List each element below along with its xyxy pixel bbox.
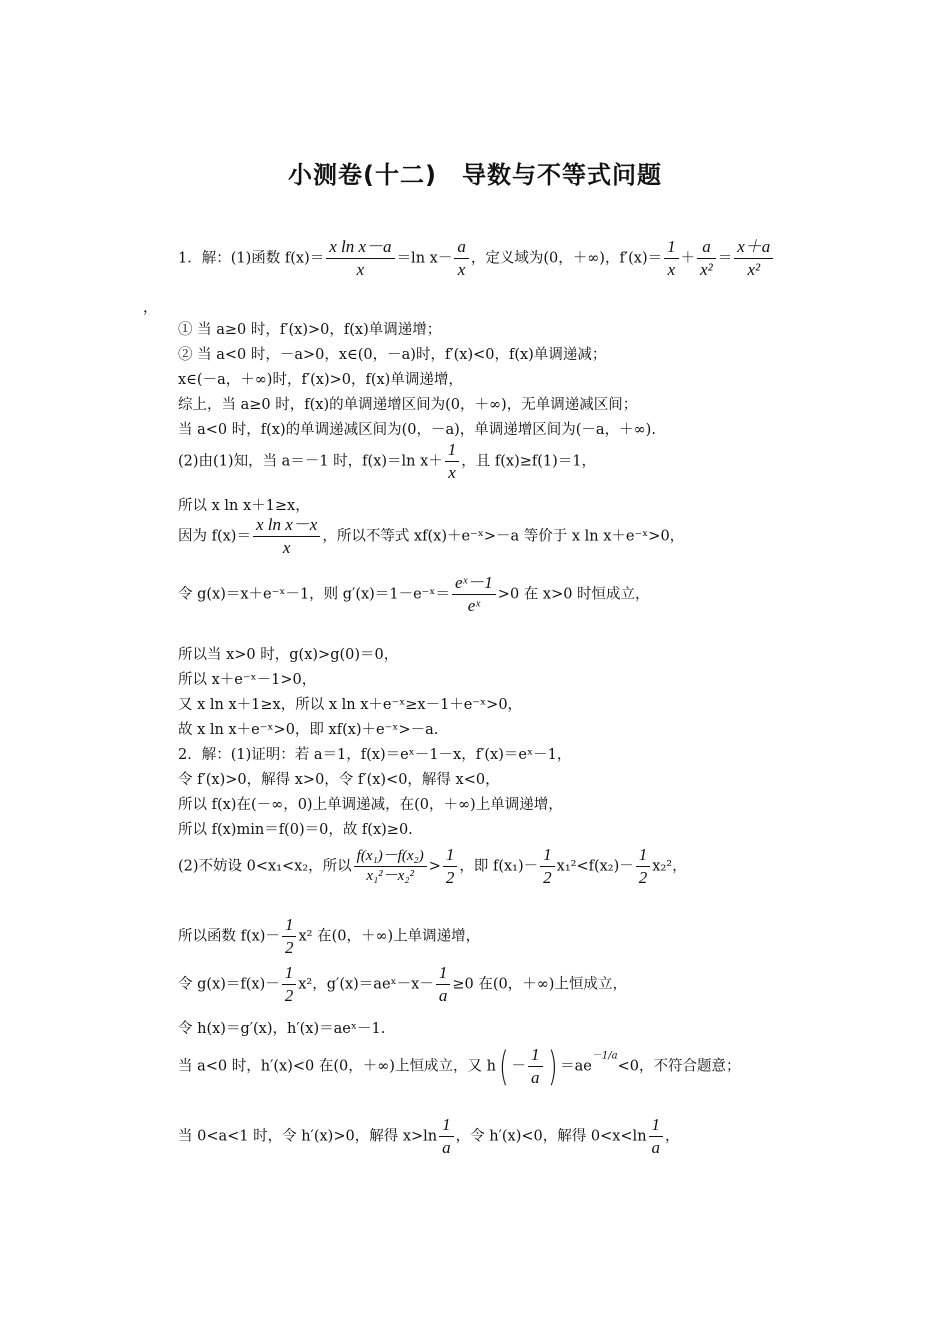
numerator: 1: [636, 845, 651, 867]
p1-line-8: 所以 x ln x＋1≥x，: [178, 498, 310, 514]
numerator: 1: [445, 440, 460, 462]
denominator: a: [531, 1068, 540, 1087]
text: >0 在 x>0 时恒成立，: [497, 586, 650, 603]
p1-line-1: [178, 237, 775, 280]
text: 所以函数 f(x)－: [178, 928, 280, 945]
numerator: a: [454, 237, 469, 259]
fraction: [445, 440, 460, 483]
denominator: a: [651, 1138, 661, 1157]
text: 当 a<0 时，h′(x)<0 在(0，＋∞)上恒成立，又 h: [178, 1058, 496, 1075]
fraction: [452, 573, 496, 616]
p2-line-3: 所以 f(x)在(－∞，0)上单调递减，在(0，＋∞)上单调递增，: [178, 797, 563, 813]
numerator: 1: [540, 845, 555, 867]
p2-line-10: [178, 1115, 680, 1158]
p1-line-10: [178, 573, 650, 616]
minus-sign: －: [511, 1058, 527, 1075]
numerator: 1: [282, 915, 297, 937]
denominator: x₁²－x₂²: [366, 868, 415, 884]
orphan-comma: ，: [143, 300, 158, 316]
p2-line-5: [178, 845, 687, 888]
p1-line-3: ② 当 a<0 时，－a>0，x∈(0，－a)时，f′(x)<0，f(x)单调递减；: [178, 347, 607, 363]
text: (2)由(1)知，当 a＝－1 时，f(x)＝ln x＋: [178, 453, 443, 470]
fraction: [540, 845, 555, 888]
text: (2)不妨设 0<x₁<x₂，所以: [178, 858, 352, 875]
right-paren: ): [547, 1043, 558, 1090]
p2-line-7: [178, 963, 627, 1006]
p1-line-4: x∈(－a，＋∞)时，f′(x)>0，f(x)单调递增，: [178, 372, 463, 388]
denominator: eˣ: [467, 596, 481, 615]
numerator: 1: [439, 1115, 454, 1137]
fraction: [439, 1115, 454, 1158]
fraction: [454, 237, 469, 280]
denominator: 2: [284, 986, 294, 1005]
text: 因为 f(x)＝: [178, 528, 251, 545]
text: ，令 h′(x)<0，解得 0<x<ln: [455, 1128, 647, 1145]
fraction: [649, 1115, 664, 1158]
denominator: 2: [445, 868, 455, 887]
p1-intro-b: ＝ln x－: [396, 250, 453, 267]
p1-line-9: [178, 515, 684, 558]
denominator: x: [457, 260, 466, 279]
denominator: 2: [543, 868, 552, 887]
p2-line-9: [178, 1045, 740, 1088]
numerator: 1: [282, 963, 297, 985]
fraction: [282, 963, 297, 1006]
text: ，且 f(x)≥f(1)＝1，: [461, 453, 597, 470]
page-title: 小测卷(十二) 导数与不等式问题: [288, 161, 662, 189]
numerator: x ln x－a: [326, 237, 394, 259]
text: ，所以不等式 xf(x)＋e⁻ˣ>－a 等价于 x ln x＋e⁻ˣ>0，: [322, 528, 685, 545]
text: x₁²<f(x₂)－: [556, 858, 634, 875]
numerator: x ln x－x: [253, 515, 320, 537]
plus-sign: ＋: [680, 250, 696, 267]
text: ，即 f(x₁)－: [459, 858, 539, 875]
fraction: [282, 915, 297, 958]
fraction: [436, 963, 451, 1006]
p2-line-2: 令 f′(x)>0，解得 x>0，令 f′(x)<0，解得 x<0，: [178, 772, 500, 788]
fraction: [354, 848, 427, 885]
equals-sign: ＝: [717, 250, 733, 267]
denominator: 2: [284, 938, 294, 957]
fraction: [443, 845, 458, 888]
p1-line-12: 所以 x＋e⁻ˣ－1>0，: [178, 672, 317, 688]
fraction: [664, 237, 679, 280]
p1-line-7: [178, 440, 596, 483]
fraction: [636, 845, 651, 888]
text: 令 g(x)＝f(x)－: [178, 976, 280, 993]
fraction: [253, 515, 320, 558]
denominator: x: [356, 260, 365, 279]
text: 当 0<a<1 时，令 h′(x)>0，解得 x>ln: [178, 1128, 438, 1145]
text: ≥0 在(0，＋∞)上恒成立，: [452, 976, 627, 993]
text: <0，不符合题意；: [617, 1058, 741, 1075]
numerator: 1: [649, 1115, 664, 1137]
exponent: －1/a: [591, 1050, 618, 1062]
p2-line-8: 令 h(x)＝g′(x)，h′(x)＝aeˣ－1.: [178, 1021, 386, 1037]
greater-sign: >: [428, 858, 441, 875]
numerator: 1: [436, 963, 451, 985]
p1-intro-c: ，定义域为(0，＋∞)，f′(x)＝: [470, 250, 663, 267]
denominator: 2: [638, 868, 648, 887]
numerator: a: [697, 237, 716, 259]
numerator: eˣ－1: [452, 573, 496, 595]
fraction: [326, 237, 394, 280]
p1-line-2: ① 当 a≥0 时，f′(x)>0，f(x)单调递增；: [178, 322, 442, 338]
p1-line-13: 又 x ln x＋1≥x，所以 x ln x＋e⁻ˣ≥x－1＋e⁻ˣ>0，: [178, 697, 523, 713]
p2-line-4: 所以 f(x)min＝f(0)＝0，故 f(x)≥0.: [178, 822, 413, 838]
p1-line-5: 综上，当 a≥0 时，f(x)的单调递增区间为(0，＋∞)，无单调递减区间；: [178, 397, 638, 413]
text: 令 g(x)＝x＋e⁻ˣ－1，则 g′(x)＝1－e⁻ˣ＝: [178, 586, 450, 603]
denominator: x²: [747, 260, 761, 279]
numerator: 1: [443, 845, 458, 867]
numerator: 1: [528, 1045, 543, 1067]
p2-line-6: [178, 915, 480, 958]
fraction: [734, 237, 773, 280]
denominator: a: [438, 986, 448, 1005]
numerator: 1: [664, 237, 679, 259]
numerator: f(x₁)－f(x₂): [354, 848, 427, 867]
fraction: [528, 1045, 543, 1088]
fraction: [697, 237, 716, 280]
denominator: x: [282, 538, 291, 557]
text: x² 在(0，＋∞)上单调递增，: [298, 928, 481, 945]
denominator: a: [442, 1138, 451, 1157]
p1-intro-a: 1．解：(1)函数 f(x)＝: [178, 250, 325, 267]
denominator: x²: [700, 260, 713, 279]
p1-line-14: 故 x ln x＋e⁻ˣ>0，即 xf(x)＋e⁻ˣ>－a.: [178, 722, 439, 738]
p2-line-1: 2．解：(1)证明：若 a＝1，f(x)＝eˣ－1－x，f′(x)＝eˣ－1，: [178, 747, 572, 763]
denominator: x: [448, 463, 456, 482]
text: ，: [665, 1128, 680, 1145]
denominator: x: [667, 260, 676, 279]
p1-line-6: 当 a<0 时，f(x)的单调递减区间为(0，－a)，单调递增区间为(－a，＋∞).: [178, 422, 656, 438]
text: x²，g′(x)＝aeˣ－x－: [298, 976, 434, 993]
text: ＝ae: [560, 1058, 592, 1075]
text: x₂²，: [652, 858, 687, 875]
left-paren: (: [499, 1043, 509, 1090]
p1-line-11: 所以当 x>0 时，g(x)>g(0)＝0，: [178, 647, 399, 663]
numerator: x＋a: [734, 237, 773, 259]
